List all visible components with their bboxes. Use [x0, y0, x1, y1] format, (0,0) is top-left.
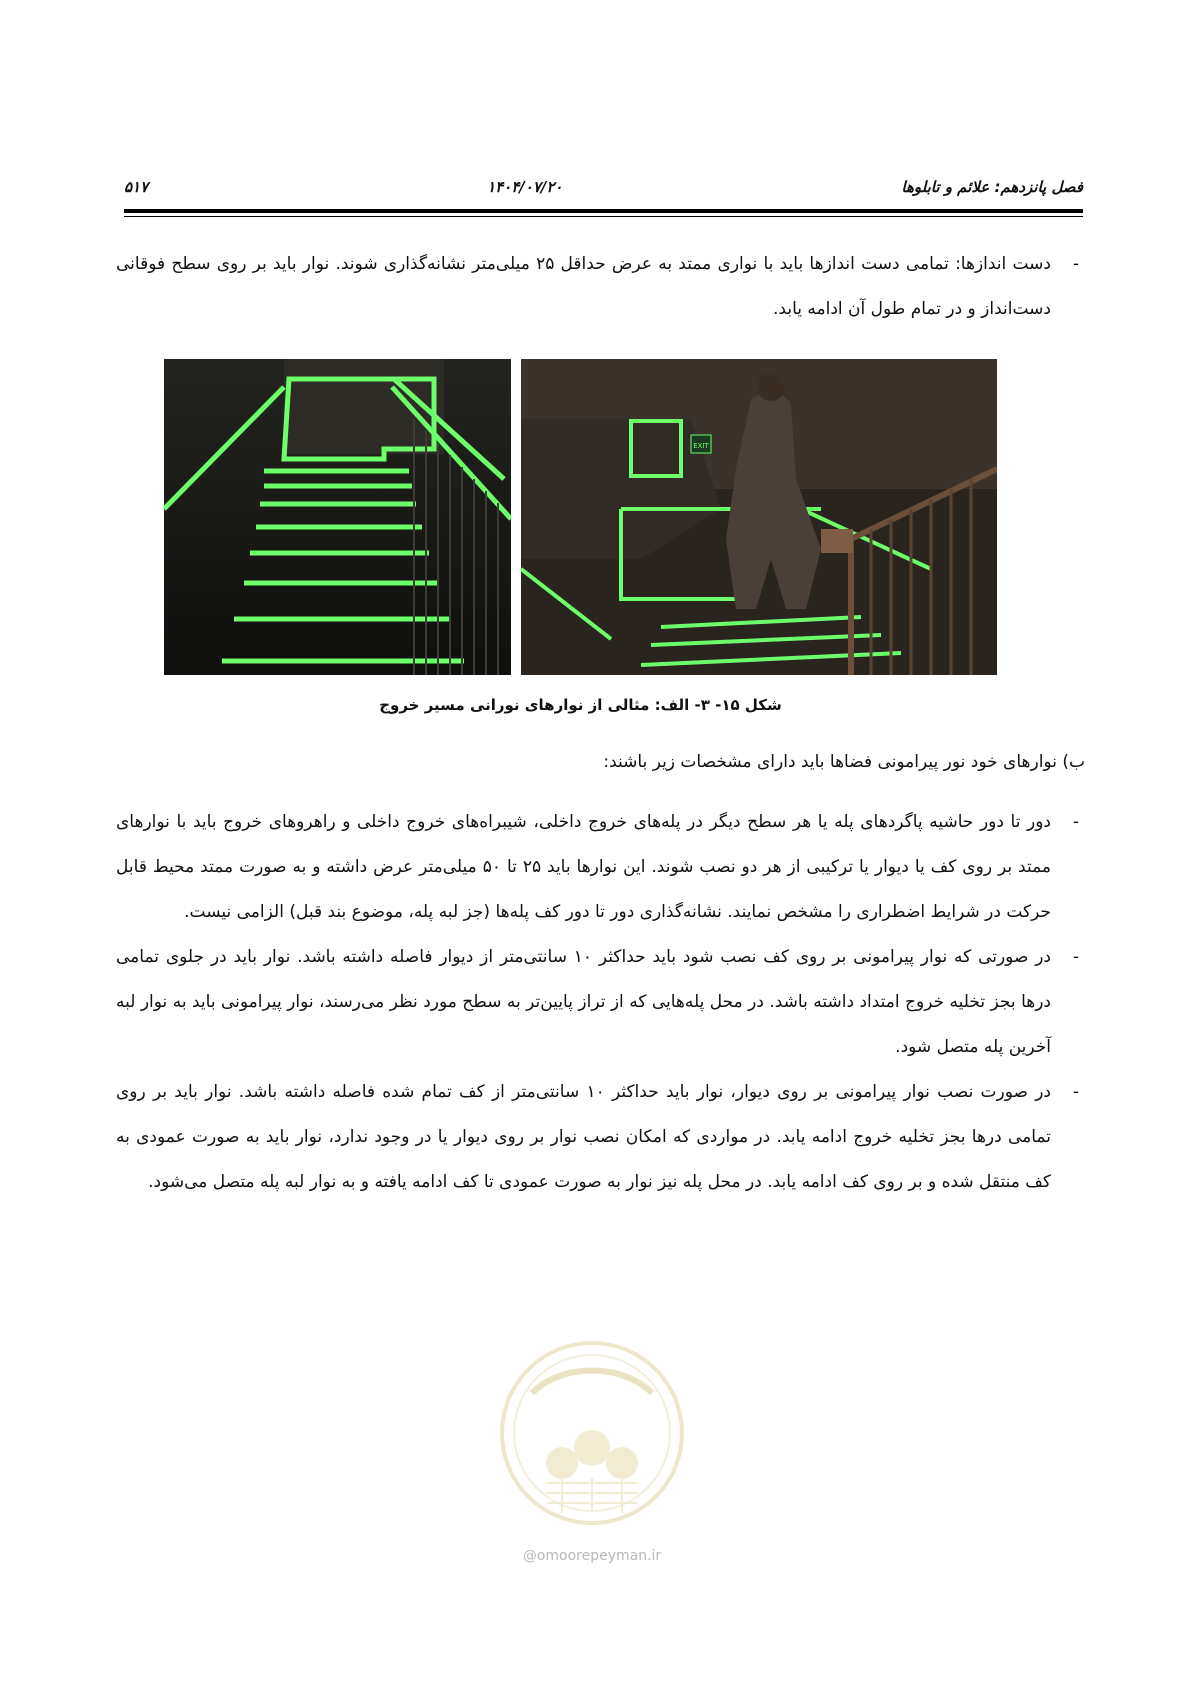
- intro-bullet: [116, 242, 1085, 332]
- bullet-text: در صورتی که نوار پیرامونی بر روی کف نصب شود باید حداکثر ۱۰ سانتی‌متر از دیوار فاصله داشته باشد. نوار باید در جلوی تمامی درها بجز تخلیه خروج امتداد داشته باشد. در محل پله‌هایی که از تراز پایین‌تر به سطح مورد نظر می‌رسند، نوار پیرامونی باید به نوار لبه آخرین پله متصل شود.: [116, 947, 1051, 1057]
- bullet-text: دور تا دور حاشیه پاگردهای پله یا هر سطح دیگر در پله‌های خروج داخلی، شیبراه‌های خروج داخلی و راهروهای خروج باید با نوارهای ممتد بر روی کف یا دیوار یا ترکیبی از هر دو نصب شوند. این نوارها باید ۲۵ تا ۵۰ میلی‌متر عرض داشته و به صورت ممتد محیط قابل حرکت در شرایط اضطراری را مشخص نمایند. نشانه‌گذاری دور تا دور کف پله‌ها (جز لبه پله، موضوع بند قبل) الزامی نیست.: [116, 812, 1052, 922]
- chapter-title: فصل پانزدهم: علائم و تابلوها: [901, 178, 1083, 196]
- exit-stair-photo: [521, 359, 997, 675]
- page-number: ۵۱۷: [124, 178, 149, 196]
- watermark-site: @omoorepeyman.ir: [522, 1548, 662, 1564]
- section-heading: ب) نوارهای خود نور پیرامونی فضاها باید دارای مشخصات زیر باشند:: [603, 752, 1085, 772]
- stairwell-photo: [164, 359, 511, 675]
- intro-paragraph: [116, 242, 1085, 332]
- list-item: [116, 935, 1085, 1070]
- section-body: [116, 740, 1085, 785]
- bullet-dash: -: [1072, 947, 1079, 967]
- watermark-logo: [492, 1333, 692, 1573]
- section-bullets: [116, 800, 1085, 1205]
- figure-photos: [164, 359, 997, 675]
- list-item: [116, 800, 1085, 935]
- exit-sign: EXIT: [693, 442, 709, 450]
- bullet-dash: -: [1072, 812, 1079, 832]
- intro-bullet-text: دست اندازها: تمامی دست اندازها باید با نواری ممتد به عرض حداقل ۲۵ میلی‌متر نشانه‌گذاری شوند. نوار باید بر روی سطح فوقانی دست‌انداز و در تمام طول آن ادامه یابد.: [116, 254, 1051, 319]
- stairwell-illustration: [164, 359, 511, 675]
- bullet-text: در صورت نصب نوار پیرامونی بر روی دیوار، نوار باید حداکثر ۱۰ سانتی‌متر از کف تمام شده فاصله داشته باشد. نوار باید بر روی تمامی درها بجز تخلیه خروج ادامه یابد. در مواردی که امکان نصب نوار بر روی دیوار یا در وجود ندارد، نوار باید به صورت عمودی به کف منتقل شده و بر روی کف ادامه یابد. در محل پله نیز نوار به صورت عمودی تا کف ادامه یافته و به نوار لبه پله متصل می‌شود.: [116, 1082, 1051, 1192]
- bullet-dash: -: [1072, 254, 1079, 274]
- exit-stair-illustration: [521, 359, 997, 675]
- header-rule-thick: [124, 209, 1083, 213]
- figure-caption: شکل ۱۵- ۳- الف: مثالی از نوارهای نورانی مسیر خروج: [379, 696, 782, 714]
- list-item: [116, 1070, 1085, 1205]
- bullet-dash: -: [1072, 1082, 1079, 1102]
- page-header: [124, 170, 1083, 204]
- header-date: ۱۴۰۴/۰۷/۲۰: [487, 178, 563, 196]
- header-rule-thin: [124, 216, 1083, 217]
